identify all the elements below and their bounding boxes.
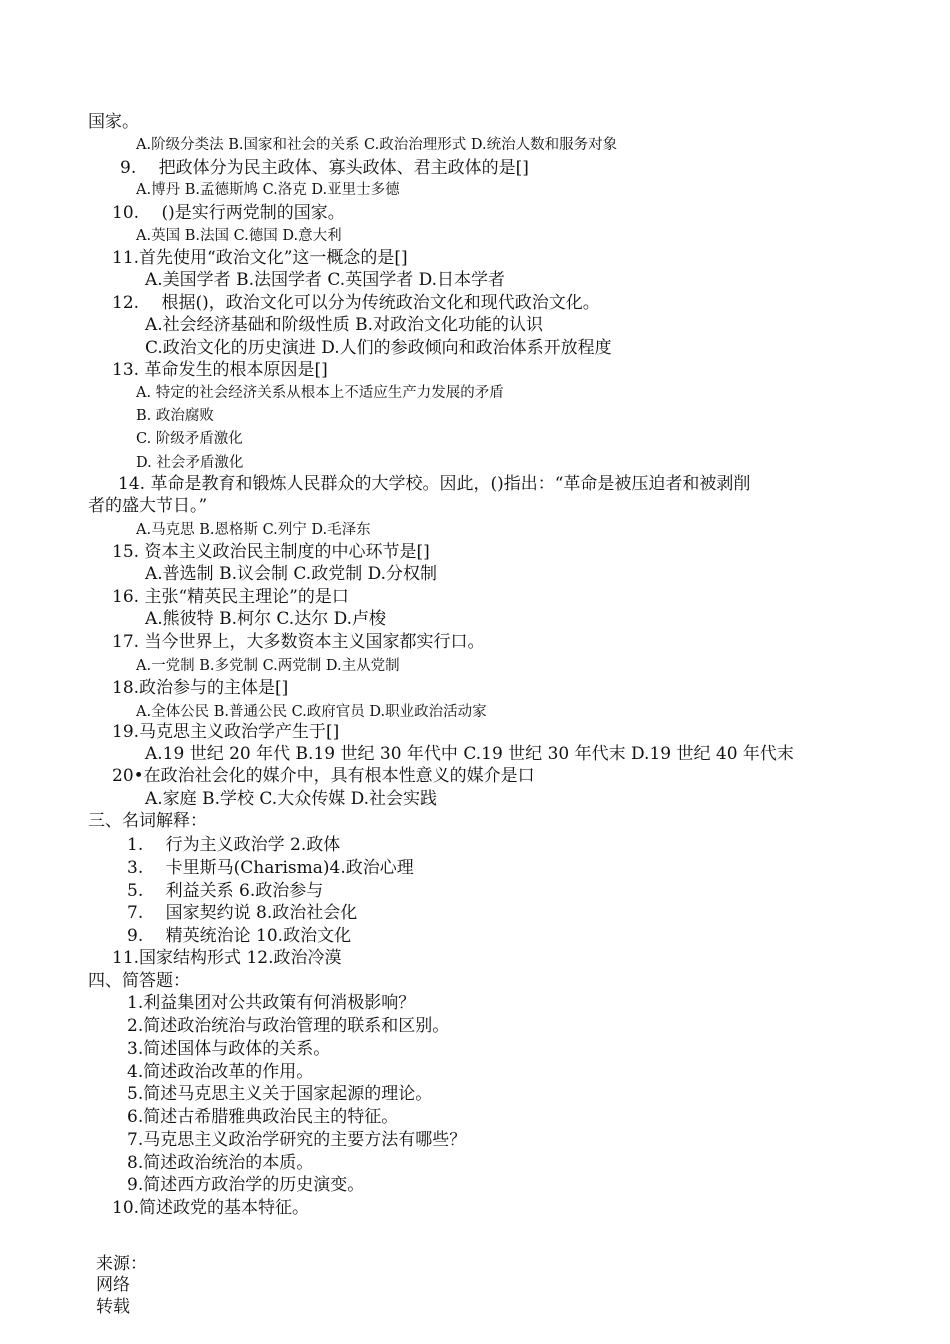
short-answer-line: 4.简述政治改革的作用。	[127, 1062, 314, 1082]
option-line: A.家庭 B.学校 C.大众传媒 D.社会实践	[145, 789, 438, 809]
question-line: 14. 革命是教育和锻炼人民群众的大学校。因此，()指出：“革命是被压迫者和被剥削	[118, 474, 751, 494]
question-line: 13. 革命发生的根本原因是[]	[112, 360, 328, 380]
option-line: A. 特定的社会经济关系从根本上不适应生产力发展的矛盾	[136, 385, 504, 401]
option-line: A.熊彼特 B.柯尔 C.达尔 D.卢梭	[145, 609, 387, 629]
option-line: D. 社会矛盾激化	[136, 455, 244, 471]
term-line: 9. 精英统治论 10.政治文化	[127, 926, 352, 946]
question-line: 15. 资本主义政治民主制度的中心环节是[]	[112, 542, 430, 562]
short-answer-line: 10.简述政党的基本特征。	[112, 1198, 310, 1218]
short-answer-line: 1.利益集团对公共政策有何消极影响？	[127, 993, 416, 1013]
option-line: A.全体公民 B.普通公民 C.政府官员 D.职业政治活动家	[136, 704, 487, 720]
short-answer-line: 3.简述国体与政体的关系。	[127, 1039, 331, 1059]
option-line: A.博丹 B.孟德斯鸠 C.洛克 D.亚里士多德	[136, 182, 400, 198]
term-line: 1. 行为主义政治学 2.政体	[127, 835, 341, 855]
term-line: 11.国家结构形式 12.政治冷漠	[112, 948, 342, 968]
question-line: 12. 根据()，政治文化可以分为传统政治文化和现代政治文化。	[112, 293, 600, 313]
source-label: 来源：	[96, 1254, 147, 1274]
term-line: 5. 利益关系 6.政治参与	[127, 881, 324, 901]
option-line: A.社会经济基础和阶级性质 B.对政治文化功能的认识	[145, 315, 543, 335]
short-answer-line: 5.简述马克思主义关于国家起源的理论。	[127, 1084, 433, 1104]
short-answer-line: 8.简述政治统治的本质。	[127, 1153, 314, 1173]
question-line: 16. 主张“精英民主理论”的是口	[112, 587, 349, 607]
short-answer-line: 9.简述西方政治学的历史演变。	[127, 1175, 365, 1195]
section-heading: 三、名词解释：	[88, 811, 207, 831]
option-line: A.一党制 B.多党制 C.两党制 D.主从党制	[136, 658, 400, 674]
section-heading: 四、简答题：	[88, 971, 190, 991]
question-line: 9. 把政体分为民主政体、寡头政体、君主政体的是[]	[120, 158, 529, 178]
question-line: 20•在政治社会化的媒介中，具有根本性意义的媒介是口	[112, 766, 535, 786]
source-value: 转载	[96, 1297, 130, 1317]
option-line: A.阶级分类法 B.国家和社会的关系 C.政治治理形式 D.统治人数和服务对象	[136, 137, 618, 153]
short-answer-line: 6.简述古希腊雅典政治民主的特征。	[127, 1107, 399, 1127]
option-line: B. 政治腐败	[136, 408, 214, 424]
short-answer-line: 7.马克思主义政治学研究的主要方法有哪些？	[127, 1130, 467, 1150]
source-value: 网络	[96, 1275, 130, 1295]
option-line: A.普选制 B.议会制 C.政党制 D.分权制	[145, 564, 438, 584]
option-line: A.英国 B.法国 C.德国 D.意大利	[136, 228, 342, 244]
option-line: C. 阶级矛盾激化	[136, 431, 243, 447]
text-line: 国家。	[88, 112, 139, 132]
question-line: 17. 当今世界上，大多数资本主义国家都实行口。	[112, 632, 485, 652]
option-line: C.政治文化的历史演进 D.人们的参政倾向和政治体系开放程度	[145, 338, 612, 358]
option-line: A.19 世纪 20 年代 B.19 世纪 30 年代中 C.19 世纪 30 年代末 D.19 世纪 40 年代末	[145, 744, 794, 764]
question-line: 19.马克思主义政治学产生于[]	[112, 722, 340, 742]
question-line: 18.政治参与的主体是[]	[112, 678, 289, 698]
question-line: 11.首先使用“政治文化”这一概念的是[]	[112, 248, 408, 268]
term-line: 7. 国家契约说 8.政治社会化	[127, 903, 358, 923]
question-line: 10. ()是实行两党制的国家。	[112, 203, 345, 223]
question-line-continued: 者的盛大节日。”	[88, 496, 208, 516]
short-answer-line: 2.简述政治统治与政治管理的联系和区别。	[127, 1016, 450, 1036]
option-line: A.美国学者 B.法国学者 C.英国学者 D.日本学者	[145, 270, 506, 290]
term-line: 3. 卡里斯马(Charisma)4.政治心理	[127, 858, 414, 878]
option-line: A.马克思 B.恩格斯 C.列宁 D.毛泽东	[136, 522, 371, 538]
